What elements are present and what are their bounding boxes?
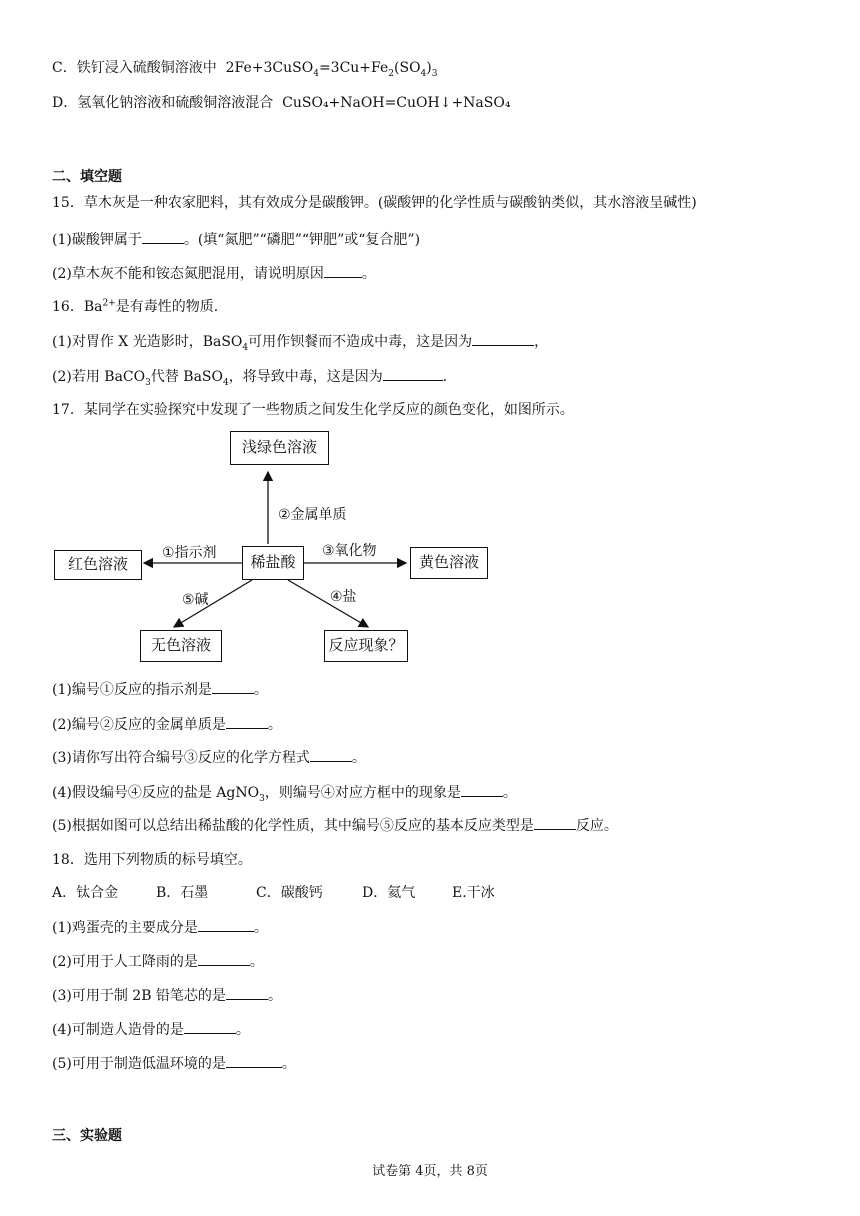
q15-part1 xyxy=(52,229,420,250)
q18-part1-a: (1)鸡蛋壳的主要成分是 xyxy=(52,920,198,936)
q18-part2-b: 。 xyxy=(249,954,264,970)
option-c xyxy=(52,58,437,78)
q17-part4-c: 。 xyxy=(502,785,517,801)
label-5: ⑤碱 xyxy=(182,592,209,608)
option-d xyxy=(52,93,510,113)
q18-part2-a: (2)可用于人工降雨的是 xyxy=(52,954,198,970)
q16-part2 xyxy=(52,366,447,387)
answer-blank[interactable] xyxy=(383,366,443,381)
q18-part3 xyxy=(52,985,282,1006)
q18-part4-b: 。 xyxy=(235,1022,250,1038)
q18-part3-b: 。 xyxy=(267,988,282,1004)
q16-part1-a: (1)对胃作 X 光造影时，BaSO xyxy=(52,334,243,350)
q17-stem: 17．某同学在实验探究中发现了一些物质之间发生化学反应的颜色变化，如图所示。 xyxy=(52,402,574,418)
q15-part1-text: (1)碳酸钾属于 xyxy=(52,232,142,248)
reaction-diagram xyxy=(52,424,479,674)
q17-part1-b: 。 xyxy=(253,682,268,698)
box-bottom-right: 反应现象？ xyxy=(324,630,408,662)
choice-b: B．石墨 xyxy=(156,885,209,901)
answer-blank[interactable] xyxy=(142,229,184,244)
label-2: ②金属单质 xyxy=(278,507,347,523)
q17-part2-a: (2)编号②反应的金属单质是 xyxy=(52,717,226,733)
answer-blank[interactable] xyxy=(226,714,268,729)
choice-d: D．氦气 xyxy=(362,885,416,901)
q17-part1-a: (1)编号①反应的指示剂是 xyxy=(52,682,212,698)
q16-part1-b: 可用作钡餐而不造成中毒，这是因为 xyxy=(248,334,473,350)
q17-part3-a: (3)请你写出符合编号③反应的化学方程式 xyxy=(52,750,310,766)
option-c-equation: $2Fe+3CuSO_4=3Cu+Fe_2(SO_4)_3$ xyxy=(225,60,438,79)
q17-part4 xyxy=(52,782,517,803)
q18-part4-a: (4)可制造人造骨的是 xyxy=(52,1022,184,1038)
answer-blank[interactable] xyxy=(184,1019,236,1034)
q15-part2 xyxy=(52,263,376,284)
label-4: ④盐 xyxy=(330,589,357,605)
q15-part2-end: 。 xyxy=(361,266,376,282)
box-center: 稀盐酸 xyxy=(242,546,304,580)
q16-stem-a: 16．Ba xyxy=(52,299,103,315)
q17-part4-a: (4)假设编号④反应的盐是 AgNO xyxy=(52,785,260,801)
q18-part4 xyxy=(52,1019,250,1040)
q18-part5-a: (5)可用于制造低温环境的是 xyxy=(52,1056,226,1072)
q17-part5 xyxy=(52,815,618,836)
label-1: ①指示剂 xyxy=(162,545,217,561)
answer-blank[interactable] xyxy=(226,985,268,1000)
q16-part2-b: 代替 BaSO xyxy=(150,369,223,385)
answer-blank[interactable] xyxy=(310,747,352,762)
choice-c: C．碳酸钙 xyxy=(256,885,323,901)
q18-choices xyxy=(52,883,495,903)
answer-blank[interactable] xyxy=(198,917,254,932)
q16-part2-c: ，将导致中毒，这是因为 xyxy=(228,369,383,385)
q16-part1-c: ， xyxy=(534,334,549,350)
q16-part2-d: . xyxy=(442,369,448,385)
box-top: 浅绿色溶液 xyxy=(230,431,329,465)
q17-part2 xyxy=(52,714,282,735)
q16-sub: 4 xyxy=(242,342,249,353)
answer-blank[interactable] xyxy=(324,263,362,278)
q17-part4-b: ，则编号④对应方框中的现象是 xyxy=(264,785,461,801)
q16-sub: 4 xyxy=(223,377,229,388)
page-footer: 试卷第 4页，共 8页 xyxy=(372,1164,488,1179)
q18-part5 xyxy=(52,1053,296,1074)
q17-part1 xyxy=(52,679,268,700)
answer-blank[interactable] xyxy=(472,331,534,346)
q15-part1-hint: 。(填“氮肥”“磷肥”“钾肥”或“复合肥”) xyxy=(183,232,421,248)
q16-part1 xyxy=(52,331,548,352)
section-3-title: 三、实验题 xyxy=(52,1128,122,1144)
box-left: 红色溶液 xyxy=(54,550,142,580)
answer-blank[interactable] xyxy=(212,679,254,694)
q18-stem: 18．选用下列物质的标号填空。 xyxy=(52,852,252,868)
choice-a: A．钛合金 xyxy=(52,885,119,901)
q16-sub: 3 xyxy=(145,377,151,388)
choice-e: E.干冰 xyxy=(452,885,495,901)
q17-part5-a: (5)根据如图可以总结出稀盐酸的化学性质，其中编号⑤反应的基本反应类型是 xyxy=(52,818,534,834)
q16-stem-sup: 2+ xyxy=(102,298,116,309)
option-d-equation: CuSO₄+NaOH=CuOH↓+NaSO₄ xyxy=(282,95,511,111)
q15-part2-text: (2)草木灰不能和铵态氮肥混用，请说明原因 xyxy=(52,266,324,282)
q16-part2-a: (2)若用 BaCO xyxy=(52,369,146,385)
answer-blank[interactable] xyxy=(534,815,576,830)
q17-part4-sub: 3 xyxy=(259,793,265,804)
q18-part3-a: (3)可用于制 2B 铅笔芯的是 xyxy=(52,988,226,1004)
section-2-title: 二、填空题 xyxy=(52,169,122,185)
label-3: ③氧化物 xyxy=(322,543,377,559)
box-bottom-left: 无色溶液 xyxy=(140,630,222,662)
q16-stem-b: 是有毒性的物质． xyxy=(115,299,228,315)
q16-stem xyxy=(52,297,228,317)
q18-part5-b: 。 xyxy=(281,1056,296,1072)
q17-part2-b: 。 xyxy=(267,717,282,733)
answer-blank[interactable] xyxy=(461,782,503,797)
answer-blank[interactable] xyxy=(226,1053,282,1068)
q17-part3 xyxy=(52,747,366,768)
option-d-text: D．氢氧化钠溶液和硫酸铜溶液混合 xyxy=(52,95,274,111)
q17-part3-b: 。 xyxy=(351,750,366,766)
q18-part2 xyxy=(52,951,264,972)
q17-part5-b: 反应。 xyxy=(575,818,618,834)
q18-part1-b: 。 xyxy=(253,920,268,936)
q18-part1 xyxy=(52,917,268,938)
answer-blank[interactable] xyxy=(198,951,250,966)
box-right: 黄色溶液 xyxy=(410,547,488,579)
option-c-text: C．铁钉浸入硫酸铜溶液中 xyxy=(52,60,217,76)
q15-stem: 15．草木灰是一种农家肥料，其有效成分是碳酸钾。(碳酸钾的化学性质与碳酸钠类似，其水溶液呈碱性) xyxy=(52,195,697,211)
